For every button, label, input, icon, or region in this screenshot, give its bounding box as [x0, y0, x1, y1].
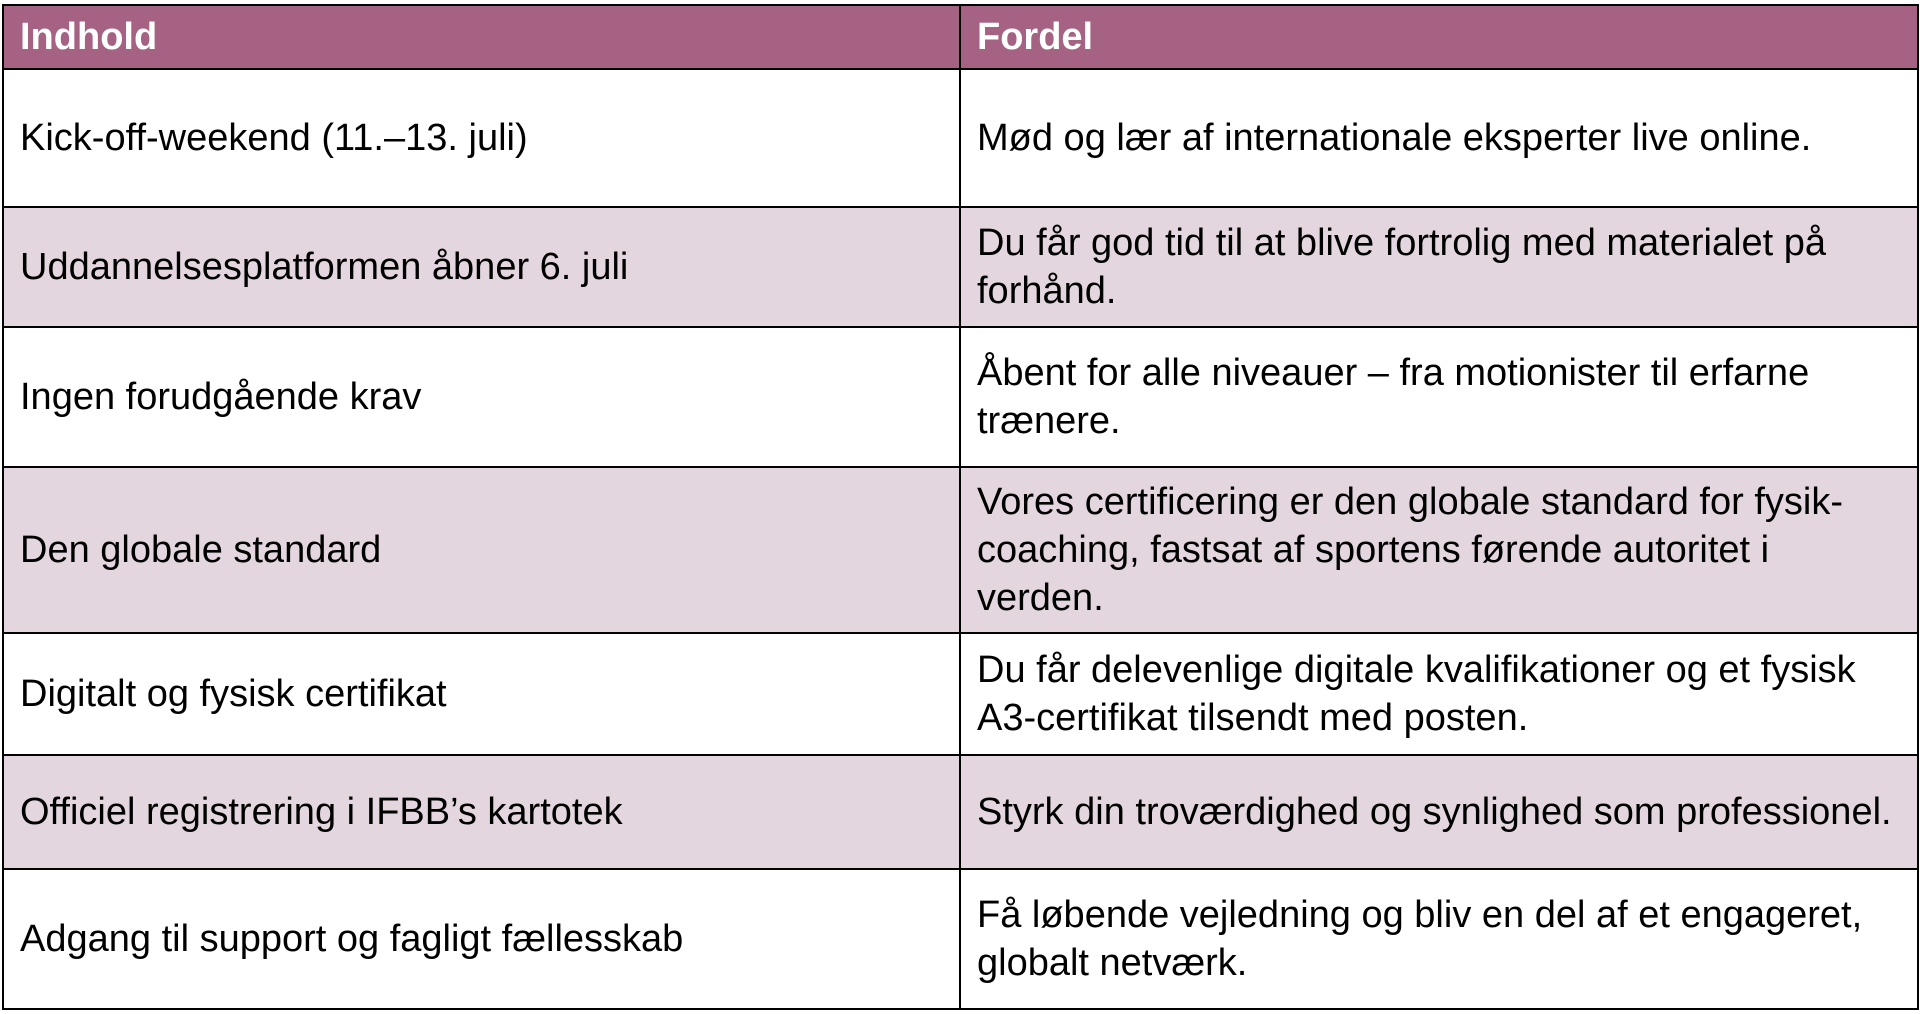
benefits-table-container: [2, 4, 1917, 1009]
header-row: [3, 5, 1918, 69]
content-cell: Kick-off-weekend (11.–13. juli): [3, 69, 960, 207]
benefit-cell: Mød og lær af internationale eksperter live online.: [960, 69, 1918, 207]
column-header-benefit: Fordel: [960, 5, 1918, 69]
table-body: [3, 69, 1918, 1009]
benefit-cell: Styrk din troværdighed og synlighed som professionel.: [960, 755, 1918, 869]
table-row: [3, 633, 1918, 755]
content-cell: Officiel registrering i IFBB’s kartotek: [3, 755, 960, 869]
benefit-cell: Du får god tid til at blive fortrolig med materialet på forhånd.: [960, 207, 1918, 327]
content-cell: Ingen forudgående krav: [3, 327, 960, 467]
table-header: [3, 5, 1918, 69]
benefit-cell: Få løbende vejledning og bliv en del af et engageret, globalt netværk.: [960, 869, 1918, 1009]
table-row: [3, 869, 1918, 1009]
benefit-cell: Du får delevenlige digitale kvalifikationer og et fysisk A3-certifikat tilsendt med posten.: [960, 633, 1918, 755]
table-row: [3, 467, 1918, 633]
table-row: [3, 755, 1918, 869]
column-header-content: Indhold: [3, 5, 960, 69]
content-cell: Uddannelsesplatformen åbner 6. juli: [3, 207, 960, 327]
benefit-cell: Åbent for alle niveauer – fra motionister til erfarne trænere.: [960, 327, 1918, 467]
table-row: [3, 207, 1918, 327]
benefit-cell: Vores certificering er den globale standard for fysik-coaching, fastsat af sportens førende autoritet i verden.: [960, 467, 1918, 633]
benefits-table: [2, 4, 1919, 1010]
table-row: [3, 69, 1918, 207]
content-cell: Den globale standard: [3, 467, 960, 633]
content-cell: Digitalt og fysisk certifikat: [3, 633, 960, 755]
table-row: [3, 327, 1918, 467]
content-cell: Adgang til support og fagligt fællesskab: [3, 869, 960, 1009]
